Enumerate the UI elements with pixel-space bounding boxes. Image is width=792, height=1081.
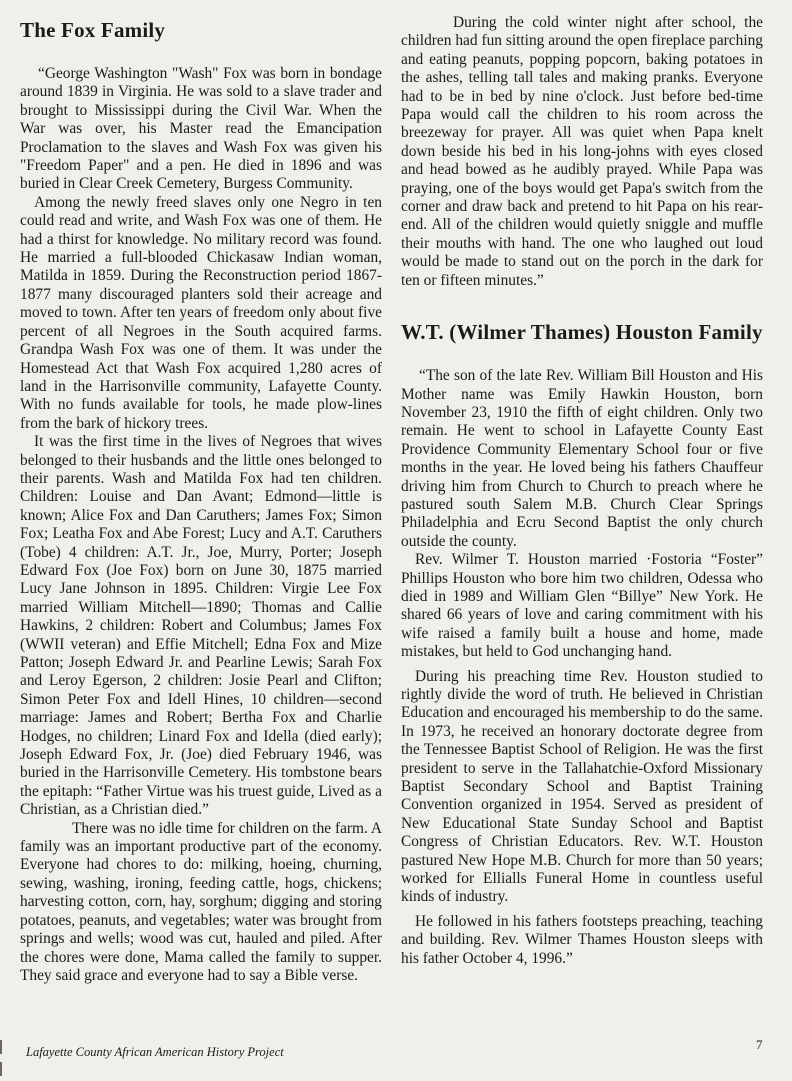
footer-publication-title: Lafayette County African American History Project xyxy=(26,1045,284,1059)
houston-paragraph-2: Rev. Wilmer T. Houston married ·Fostoria “Foster” Phillips Houston who bore him two children, Odessa who died in 1989 and William Glen “Billye” New York. He shared 66 years of love and caring commitment with his wife raised a family built a house and home, made mistakes, but held to God unchanging hand. xyxy=(401,551,763,661)
left-column xyxy=(20,14,382,985)
right-column xyxy=(401,14,763,968)
fox-paragraph-4: There was no idle time for children on the farm. A family was an important productive part of the economy. Everyone had chores to do: milking, hoeing, churning, sewing, washing, ironing, feeding cattle, hogs, chickens; harvesting cotton, corn, hay, sorghum; digging and storing potatoes, peanuts, and vegetables; water was brought from springs and wells; wood was cut, hauled and piled. After the chores were done, Mama called the family to supper. They said grace and everyone had to say a Bible verse. xyxy=(20,819,382,984)
houston-paragraph-3: During his preaching time Rev. Houston studied to rightly divide the word of truth. He believed in Christian Education and encouraged his membership to do the same. In 1973, he received an honorary doctorate degree from the Tennessee Baptist School of Religion. He was the first president to serve in the Tallahatchie-Oxford Missionary Baptist Secondary School and Baptist Training Convention organized in 1954. Served as president of New Educational State Sunday School and Baptist Congress of Christian Educators. Rev. W.T. Houston pastured New Hope M.B. Church for more than 50 years; worked for Ellialls Funeral Home in countless useful kinds of industry. xyxy=(401,667,764,906)
scan-edge-mark xyxy=(0,1062,2,1076)
fox-paragraph-3: It was the first time in the lives of Negroes that wives belonged to their husbands and the little ones belonged to their parents. Wash and Matilda Fox had ten children. Children: Louise and Dan Avant; Edmond—little is known; Alice Fox and Dan Caruthers; James Fox; Simon Fox; Leatha Fox and Abe Forest; Lucy and A.T. Caruthers (Tobe) 4 children: A.T. Jr., Joe, Murry, Porter; Joseph Edward Fox (Joe Fox) born on June 30, 1875 married Lucy Jane Johnson in 1895. Children: Virgie Lee Fox married William Mitchell—1890; Thomas and Callie Hawkins, 2 children: Robert and Columbus; James Fox (WWII veteran) and Effie Mitchell; Edna Fox and Mize Patton; Joseph Edward Jr. and Pearline Lewis; Sarah Fox and Leroy Egerson, 2 children: Josie Pearl and Clifton; Simon Peter Fox and Idell Hines, 10 children—second marriage: James and Robert; Bertha Fox and Charlie Hodges, no children; Linard Fox and Idella (died early); Joseph Edward Fox, Jr. (Joe) died February 1946, was buried in the Harrisonville Cemetery. His tombstone bears the epitaph: “Father Virtue was his truest guide, Lived as a Christian, as a Christian died.” xyxy=(20,433,382,819)
fox-paragraph-1: “George Washington "Wash" Fox was born in bondage around 1839 in Virginia. He was sold to a slave trader and brought to Mississippi during the Civil War. When the War was over, his Master read the Emancipation Proclamation to the slaves and Wash Fox was given his "Freedom Paper" and a pen. He died in 1896 and was buried in Clear Creek Cemetery, Burgess Community. xyxy=(20,65,382,193)
fox-continued-paragraph: During the cold winter night after school, the children had fun sitting around the open fireplace parching and eating peanuts, popping popcorn, baking potatoes in the ashes, telling tall tales and making pranks. Everyone had to be in bed by nine o'clock. Just before bed-time Papa would call the children to his room across the breezeway for prayer. All was quiet when Papa knelt down beside his bed in his long-johns with eyes closed and head bowed as he audibly prayed. While Papa was praying, one of the boys would get Papa's switch from the corner and draw back and pretend to hit Papa on his rear-end. All of the children would quietly sniggle and muffle their mouths with hand. The one who laughed out loud would be made to stand out on the porch in the dark for ten or fifteen minutes.” xyxy=(401,14,763,289)
scan-edge-mark xyxy=(0,1040,2,1054)
houston-paragraph-4: He followed in his fathers footsteps preaching, teaching and building. Rev. Wilmer Thames Houston sleeps with his father October 4, 1996.” xyxy=(401,912,763,967)
page-number: 7 xyxy=(756,1037,763,1052)
fox-family-heading: The Fox Family xyxy=(20,18,166,42)
houston-paragraph-1: “The son of the late Rev. William Bill Houston and His Mother name was Emily Hawkin Houston, born November 23, 1910 the fifth of eight children. Only two remain. He went to school in Lafayette County East Providence Community Elementary School four or five months in the year. He loved being his fathers Chauffeur driving him from Church to Church to preach where he pastured south Salem M.B. Church Clear Springs Philadelphia and Ecru Second Baptist the only church outside the county. xyxy=(401,367,763,550)
fox-paragraph-2: Among the newly freed slaves only one Negro in ten could read and write, and Wash Fox was one of them. He had a thirst for knowledge. No military record was found. He married a full-blooded Chickasaw Indian woman, Matilda in 1859. During the Reconstruction period 1867-1877 many discouraged planters sold their acreage and moved to town. After ten years of freedom only about five percent of all Negroes in the South acquired farms. Grandpa Wash Fox was one of them. It was under the Homestead Act that Wash Fox acquired 1,280 acres of land in the Harrisonville community, Lafayette County. With no funds available for tools, he made plow-lines from the bark of hickory trees. xyxy=(20,193,382,432)
houston-family-heading: W.T. (Wilmer Thames) Houston Family xyxy=(401,320,763,345)
